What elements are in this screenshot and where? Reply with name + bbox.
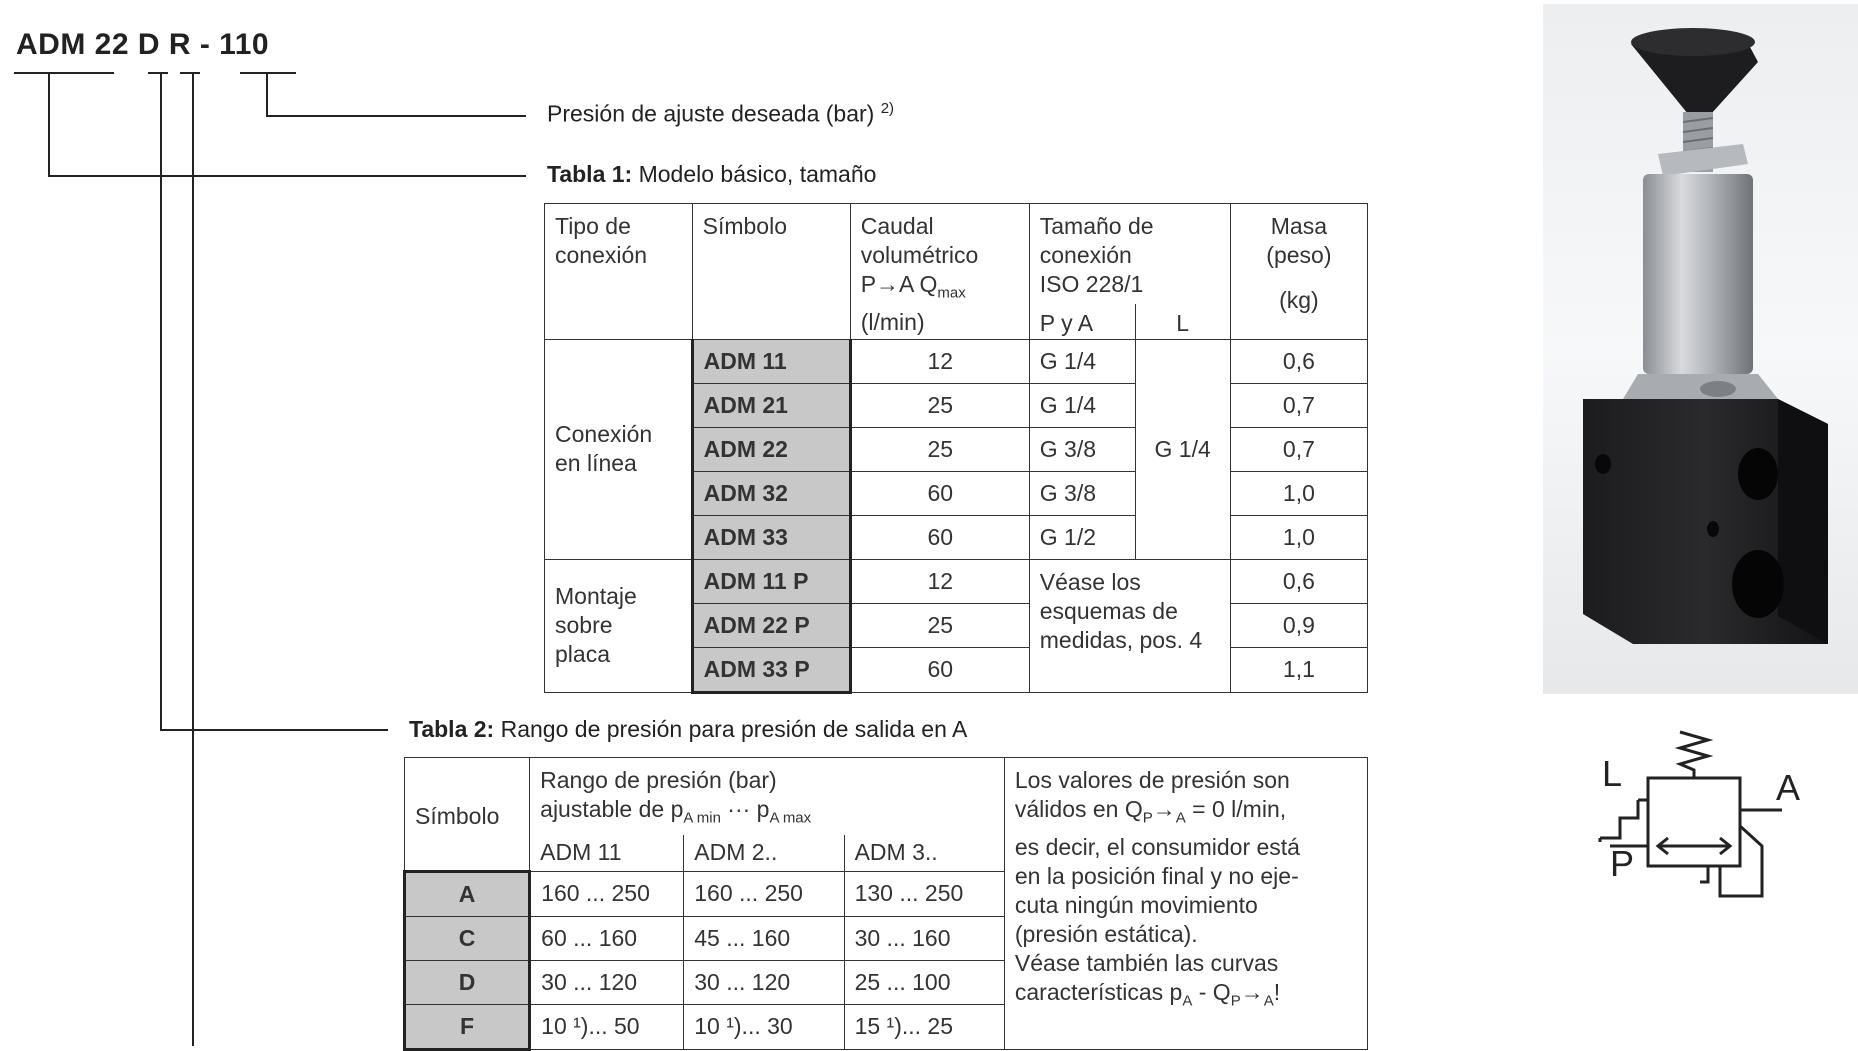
t1-header-symbol: Símbolo: [692, 204, 850, 340]
table2-pressure-range: [403, 757, 1368, 1051]
model-code: ADM 22 D R - 110: [16, 28, 270, 61]
t1-port-pa: G 1/4: [1029, 383, 1135, 427]
t1-symbol: ADM 32: [692, 471, 850, 515]
pressure-setting-caption: Presión de ajuste deseada (bar) $^{2)}$: [547, 100, 895, 127]
t2-header-symbol: Símbolo: [405, 758, 530, 872]
code-underline-d: [148, 72, 168, 74]
t2-cell: 30 ... 160: [844, 916, 1004, 960]
symbol-label-a: A: [1776, 767, 1801, 808]
table1-caption: Tabla 1: Modelo básico, tamaño: [547, 161, 877, 187]
t1-header-connection-type: Tipo de conexión: [545, 204, 693, 340]
t2-symbol: A: [405, 871, 530, 916]
t1-flow: 60: [850, 647, 1029, 692]
t2-cell: 60 ... 160: [530, 916, 684, 960]
hydraulic-symbol: [1550, 730, 1820, 910]
t1-port-pa: G 1/2: [1029, 515, 1135, 559]
t1-header-port-l: L: [1135, 304, 1230, 339]
t2-symbol: C: [405, 916, 530, 960]
t2-cell: 15 ¹)... 25: [844, 1004, 1004, 1049]
t1-port-l: G 1/4: [1135, 339, 1230, 559]
t2-cell: 25 ... 100: [844, 960, 1004, 1004]
symbol-label-p: P: [1610, 843, 1635, 884]
t1-header-port-pa: P y A: [1029, 304, 1135, 339]
spring-icon: [1680, 732, 1708, 778]
valve-box: [1648, 778, 1740, 866]
t1-port-pa: G 1/4: [1029, 339, 1135, 383]
t1-symbol: ADM 21: [692, 383, 850, 427]
table-row: [545, 339, 1368, 383]
t2-cell: 30 ... 120: [684, 960, 844, 1004]
connector-table1-h: [48, 175, 526, 177]
t2-cell: 130 ... 250: [844, 871, 1004, 916]
t2-col-adm2: ADM 2..: [684, 835, 844, 872]
t1-plate-note: Véase los esquemas de medidas, pos. 4: [1029, 559, 1230, 692]
t1-mass: 0,6: [1230, 559, 1367, 603]
pressure-setting-note: 2): [880, 100, 895, 117]
connector-pressure-h: [266, 115, 526, 117]
code-underline-adm: [14, 72, 114, 74]
connector-pressure-v: [266, 74, 268, 116]
t1-mass: 1,0: [1230, 515, 1367, 559]
t2-col-adm3: ADM 3..: [844, 835, 1004, 872]
t1-mass: 0,7: [1230, 427, 1367, 471]
product-photo: [1543, 4, 1858, 694]
connector-table2-h: [160, 729, 388, 731]
t1-symbol: ADM 11: [692, 339, 850, 383]
t1-mass: 0,6: [1230, 339, 1367, 383]
valve-illustration: [1543, 4, 1858, 694]
t2-cell: 160 ... 250: [684, 871, 844, 916]
t2-symbol: F: [405, 1004, 530, 1049]
t1-port-pa: G 3/8: [1029, 427, 1135, 471]
t1-mass: 0,9: [1230, 603, 1367, 647]
t2-header-range: Rango de presión (bar) ajustable de $p_{A min}$ ··· $p_{A max}$: [530, 758, 1005, 835]
t1-symbol: ADM 22 P: [692, 603, 850, 647]
t2-col-adm11: ADM 11: [530, 835, 684, 872]
t1-symbol: ADM 33 P: [692, 647, 850, 692]
t1-group-inline: Conexión en línea: [545, 339, 693, 559]
t1-flow: 12: [850, 559, 1029, 603]
t1-port-pa: G 3/8: [1029, 471, 1135, 515]
t1-flow: 25: [850, 603, 1029, 647]
t2-cell: 10 ¹)... 50: [530, 1004, 684, 1049]
t1-mass: 0,7: [1230, 383, 1367, 427]
connector-table2-v: [160, 74, 162, 730]
t1-symbol: ADM 22: [692, 427, 850, 471]
t2-cell: 30 ... 120: [530, 960, 684, 1004]
t2-notes: Los valores de presión son válidos en $Q_P\to_A = 0$ l/min, es decir, el consumidor está en la posición final y no eje- cuta ningún movimiento (presión estática). Véase también las curvas características $p_A - Q_P\to_A$!: [1004, 758, 1367, 1050]
t2-cell: 45 ... 160: [684, 916, 844, 960]
t1-symbol: ADM 33: [692, 515, 850, 559]
t1-header-port-size: Tamaño de conexión ISO 228/1: [1029, 204, 1230, 304]
t2-cell: 10 ¹)... 30: [684, 1004, 844, 1049]
t1-header-mass: Masa (peso) (kg): [1230, 204, 1367, 340]
t1-mass: 1,1: [1230, 647, 1367, 692]
code-underline-r: [180, 72, 200, 74]
table-row: [545, 559, 1368, 603]
t2-cell: 160 ... 250: [530, 871, 684, 916]
symbol-label-l: L: [1602, 753, 1623, 794]
code-underline-pressure: [240, 72, 296, 74]
t1-header-flow: Caudal volumétrico P→A $Q_{max}$ (l/min): [850, 204, 1029, 340]
t1-symbol: ADM 11 P: [692, 559, 850, 603]
t2-symbol: D: [405, 960, 530, 1004]
t1-flow: 60: [850, 471, 1029, 515]
table2-caption: Tabla 2: Rango de presión para presión de salida en A: [409, 716, 968, 742]
t1-flow: 60: [850, 515, 1029, 559]
t1-flow: 25: [850, 427, 1029, 471]
t1-group-plate: Montaje sobre placa: [545, 559, 693, 692]
t1-flow: 12: [850, 339, 1029, 383]
connector-table1-v: [48, 74, 50, 176]
t1-mass: 1,0: [1230, 471, 1367, 515]
t1-flow: 25: [850, 383, 1029, 427]
table1-basic-model: [544, 203, 1368, 694]
connector-r-v: [192, 74, 194, 1046]
